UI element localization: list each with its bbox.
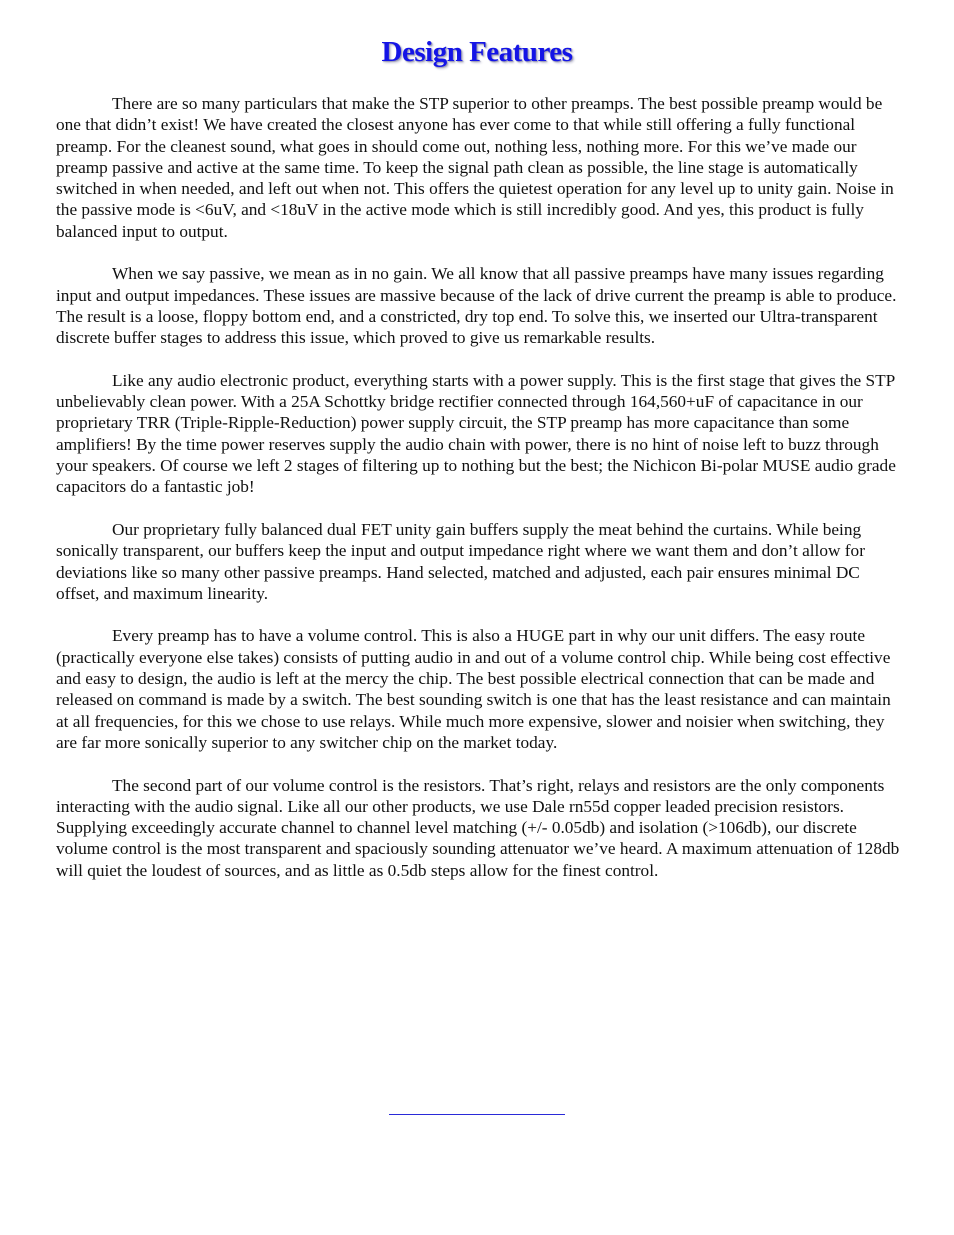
body-text <box>56 93 902 902</box>
page-title: Design Features <box>381 36 573 68</box>
paragraph-volume-control: Every preamp has to have a volume control. This is also a HUGE part in why our unit differs. The easy route (practically everyone else takes) consists of putting audio in and out of a volume control chip. While being cost effective and easy to design, the audio is left at the mercy the chip. The best possible electrical connection that can be made and released on command is made by a switch. The best sounding switch is one that has the least resistance and can maintain at all frequencies, for this we chose to use relays. While much more expensive, slower and noisier when switching, they are far more sonically superior to any switcher chip on the market today. <box>56 626 891 752</box>
paragraph-power-supply: Like any audio electronic product, everything starts with a power supply. This is the first stage that gives the STP unbelievably clean power. With a 25A Schottky bridge rectifier connected through 164,560+uF of capacitance in our proprietary TRR (Triple-Ripple-Reduction) power supply circuit, the STP preamp has more capacitance than some amplifiers! By the time power reserves supply the audio chain with power, there is no hint of noise left to buzz through your speakers. Of course we left 2 stages of filtering up to nothing but the best; the Nichicon Bi-polar MUSE audio grade capacitors do a fantastic job! <box>56 370 896 497</box>
paragraph-buffers: Our proprietary fully balanced dual FET unity gain buffers supply the meat behind the curtains. While being sonically transparent, our buffers keep the input and output impedance right where we want them and don’t allow for deviations like so many other passive preamps. Hand selected, matched and adjusted, each pair ensures minimal DC offset, and maximum linearity. <box>56 519 865 603</box>
paragraph-resistors: The second part of our volume control is the resistors. That’s right, relays and resistors are the only components interacting with the audio signal. Like all our other products, we use Dale rn55d copper leaded precision resistors. Supplying exceedingly accurate channel to channel level matching (+/- 0.05db) and isolation (>106db), our discrete volume control is the most transparent and spaciously sounding attenuator we’ve heard. A maximum attenuation of 128db will quiet the loudest of sources, and as little as 0.5db steps allow for the finest control. <box>56 775 900 880</box>
footer-link-rule <box>389 1114 565 1115</box>
paragraph-passive: When we say passive, we mean as in no gain. We all know that all passive preamps have many issues regarding input and output impedances. These issues are massive because of the lack of drive current the preamp is able to produce. The result is a loose, floppy bottom end, and a constricted, dry top end. To solve this, we inserted our Ultra-transparent discrete buffer stages to address this issue, which proved to give us remarkable results. <box>56 264 897 348</box>
paragraph-intro: There are so many particulars that make the STP superior to other preamps. The best possible preamp would be one that didn’t exist! We have created the closest anyone has ever come to that while still offering a fully functional preamp. For the cleanest sound, what goes in should come out, nothing less, nothing more. For this we’ve made our preamp passive and active at the same time. To keep the signal path clean as possible, the line stage is automatically switched in when needed, and left out when not. This offers the quietest operation for any level up to unity gain. Noise in the passive mode is <6uV, and <18uV in the active mode which is still incredibly good. And yes, this product is fully balanced input to output. <box>56 94 894 241</box>
